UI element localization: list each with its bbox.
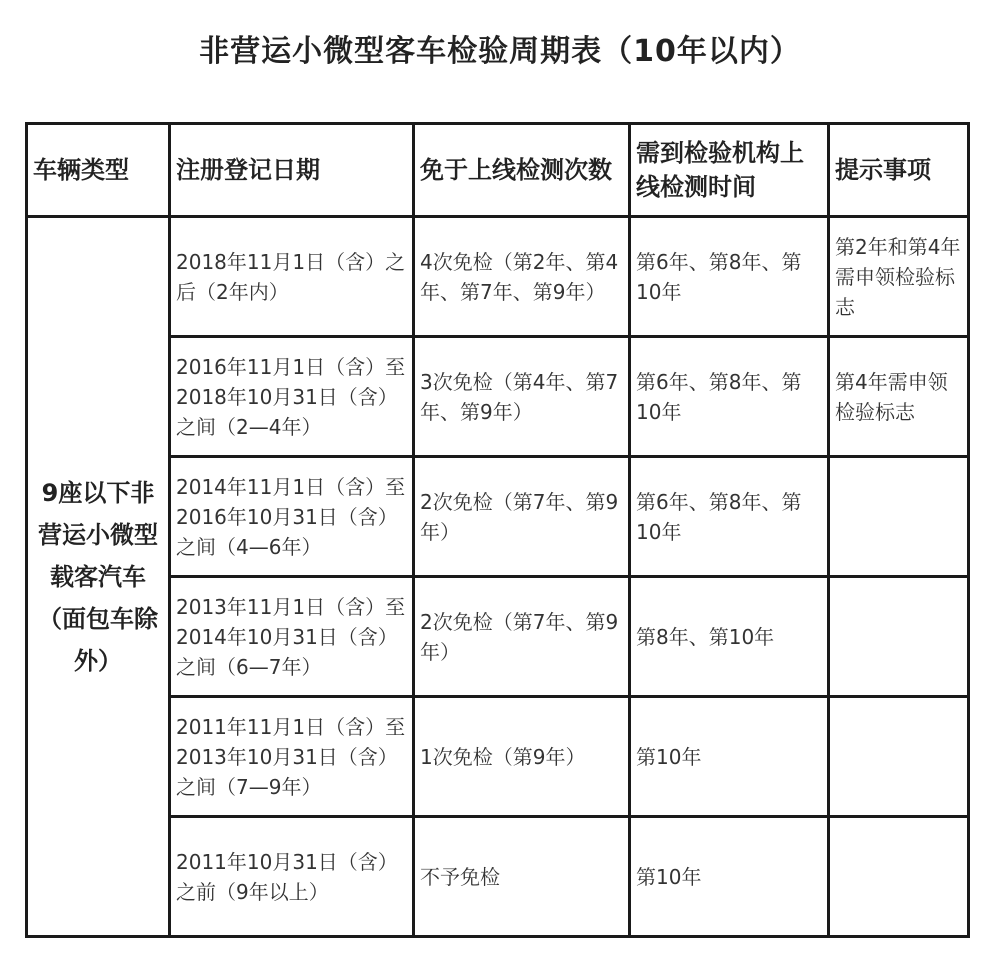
- online-time-cell: 第6年、第8年、第10年: [630, 457, 829, 577]
- header-notes: 提示事项: [829, 124, 969, 217]
- reg-date-cell: 2016年11月1日（含）至2018年10月31日（含）之间（2—4年）: [170, 337, 414, 457]
- table-row: [27, 217, 969, 337]
- reg-date-cell: 2018年11月1日（含）之后（2年内）: [170, 217, 414, 337]
- exempt-cell: 2次免检（第7年、第9年）: [414, 457, 630, 577]
- exempt-cell: 1次免检（第9年）: [414, 697, 630, 817]
- note-cell: [829, 577, 969, 697]
- page-title: 非营运小微型客车检验周期表（10年以内）: [199, 34, 801, 69]
- online-time-cell: 第6年、第8年、第10年: [630, 337, 829, 457]
- exempt-cell: 3次免检（第4年、第7年、第9年）: [414, 337, 630, 457]
- reg-date-cell: 2011年10月31日（含）之前（9年以上）: [170, 817, 414, 937]
- online-time-cell: 第6年、第8年、第10年: [630, 217, 829, 337]
- inspection-cycle-table: [25, 122, 970, 938]
- vehicle-type-cell: 9座以下非营运小微型载客汽车（面包车除外）: [27, 217, 170, 937]
- note-cell: 第2年和第4年需申领检验标志: [829, 217, 969, 337]
- online-time-cell: 第10年: [630, 697, 829, 817]
- online-time-cell: 第8年、第10年: [630, 577, 829, 697]
- exempt-cell: 4次免检（第2年、第4年、第7年、第9年）: [414, 217, 630, 337]
- note-cell: 第4年需申领检验标志: [829, 337, 969, 457]
- header-vehicle-type: 车辆类型: [27, 124, 170, 217]
- header-row: [27, 124, 969, 217]
- header-exempt-count: 免于上线检测次数: [414, 124, 630, 217]
- exempt-cell: 不予免检: [414, 817, 630, 937]
- header-online-time: 需到检验机构上线检测时间: [630, 124, 829, 217]
- reg-date-cell: 2011年11月1日（含）至2013年10月31日（含）之间（7—9年）: [170, 697, 414, 817]
- online-time-cell: 第10年: [630, 817, 829, 937]
- header-reg-date: 注册登记日期: [170, 124, 414, 217]
- note-cell: [829, 817, 969, 937]
- note-cell: [829, 457, 969, 577]
- note-cell: [829, 697, 969, 817]
- reg-date-cell: 2013年11月1日（含）至2014年10月31日（含）之间（6—7年）: [170, 577, 414, 697]
- reg-date-cell: 2014年11月1日（含）至2016年10月31日（含）之间（4—6年）: [170, 457, 414, 577]
- exempt-cell: 2次免检（第7年、第9年）: [414, 577, 630, 697]
